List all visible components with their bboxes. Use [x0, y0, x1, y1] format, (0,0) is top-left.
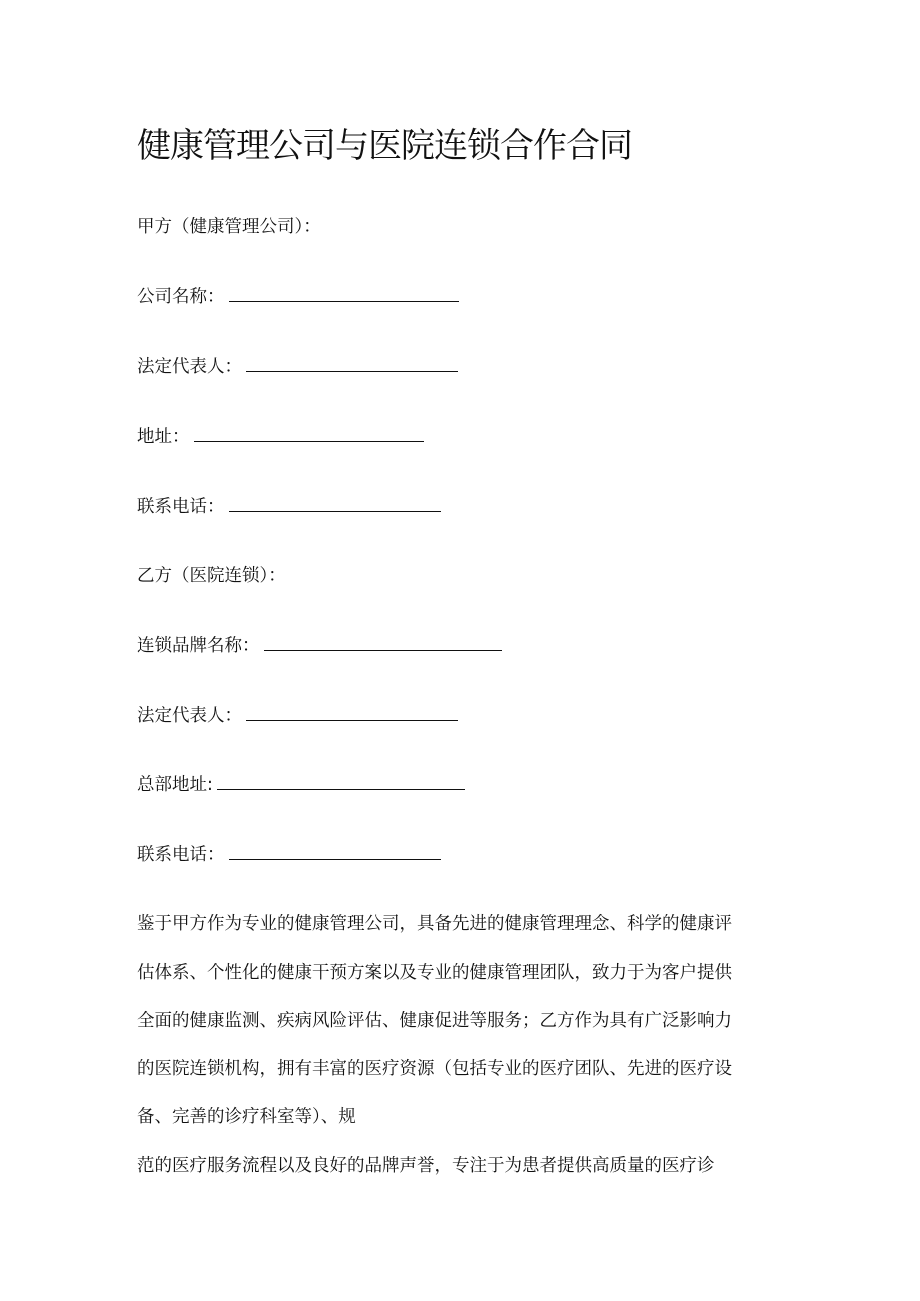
party-a-heading-text: 甲方（健康管理公司）： [137, 217, 321, 237]
party-a-heading [137, 214, 321, 240]
party-a-company-name-row [137, 283, 459, 310]
body-line: 全面的健康监测、疾病风险评估、健康促进等服务；乙方作为具有广泛影响力 [137, 1011, 732, 1031]
body-line: 备、完善的诊疗科室等）、规 [137, 1107, 356, 1127]
hq-address-label: 总部地址: [137, 775, 213, 795]
party-a-address-label: 地址： [137, 427, 190, 447]
brand-name-label: 连锁品牌名称： [137, 636, 260, 656]
party-b-hq-address-row [137, 771, 465, 798]
party-b-heading-text: 乙方（医院连锁）： [137, 566, 286, 586]
party-b-phone-row [137, 841, 441, 868]
hq-address-blank-field[interactable] [217, 771, 465, 790]
party-b-phone-label: 联系电话： [137, 845, 225, 865]
document-title: 健康管理公司与医院连锁合作合同 [137, 126, 632, 166]
party-b-legal-rep-blank-field[interactable] [246, 702, 458, 721]
party-b-brand-name-row [137, 632, 502, 659]
party-b-phone-blank-field[interactable] [229, 841, 441, 860]
party-a-phone-label: 联系电话： [137, 497, 225, 517]
party-b-heading [137, 563, 286, 589]
party-a-legal-rep-row [137, 353, 458, 380]
party-a-address-row [137, 423, 424, 450]
body-line: 估体系、个性化的健康干预方案以及专业的健康管理团队，致力于为客户提供 [137, 963, 732, 983]
party-a-phone-row [137, 493, 441, 520]
party-a-address-blank-field[interactable] [194, 423, 424, 442]
body-line: 的医院连锁机构，拥有丰富的医疗资源（包括专业的医疗团队、先进的医疗设 [137, 1059, 732, 1079]
company-name-blank-field[interactable] [229, 283, 459, 302]
body-line: 鉴于甲方作为专业的健康管理公司，具备先进的健康管理理念、科学的健康评 [137, 914, 732, 934]
party-b-legal-rep-row [137, 702, 458, 729]
party-a-phone-blank-field[interactable] [229, 493, 441, 512]
company-name-label: 公司名称： [137, 287, 225, 307]
party-a-legal-rep-blank-field[interactable] [246, 353, 458, 372]
brand-name-blank-field[interactable] [264, 632, 502, 651]
body-line: 范的医疗服务流程以及良好的品牌声誉，专注于为患者提供高质量的医疗诊 [137, 1156, 715, 1176]
party-a-legal-rep-label: 法定代表人： [137, 357, 242, 377]
party-b-legal-rep-label: 法定代表人： [137, 706, 242, 726]
